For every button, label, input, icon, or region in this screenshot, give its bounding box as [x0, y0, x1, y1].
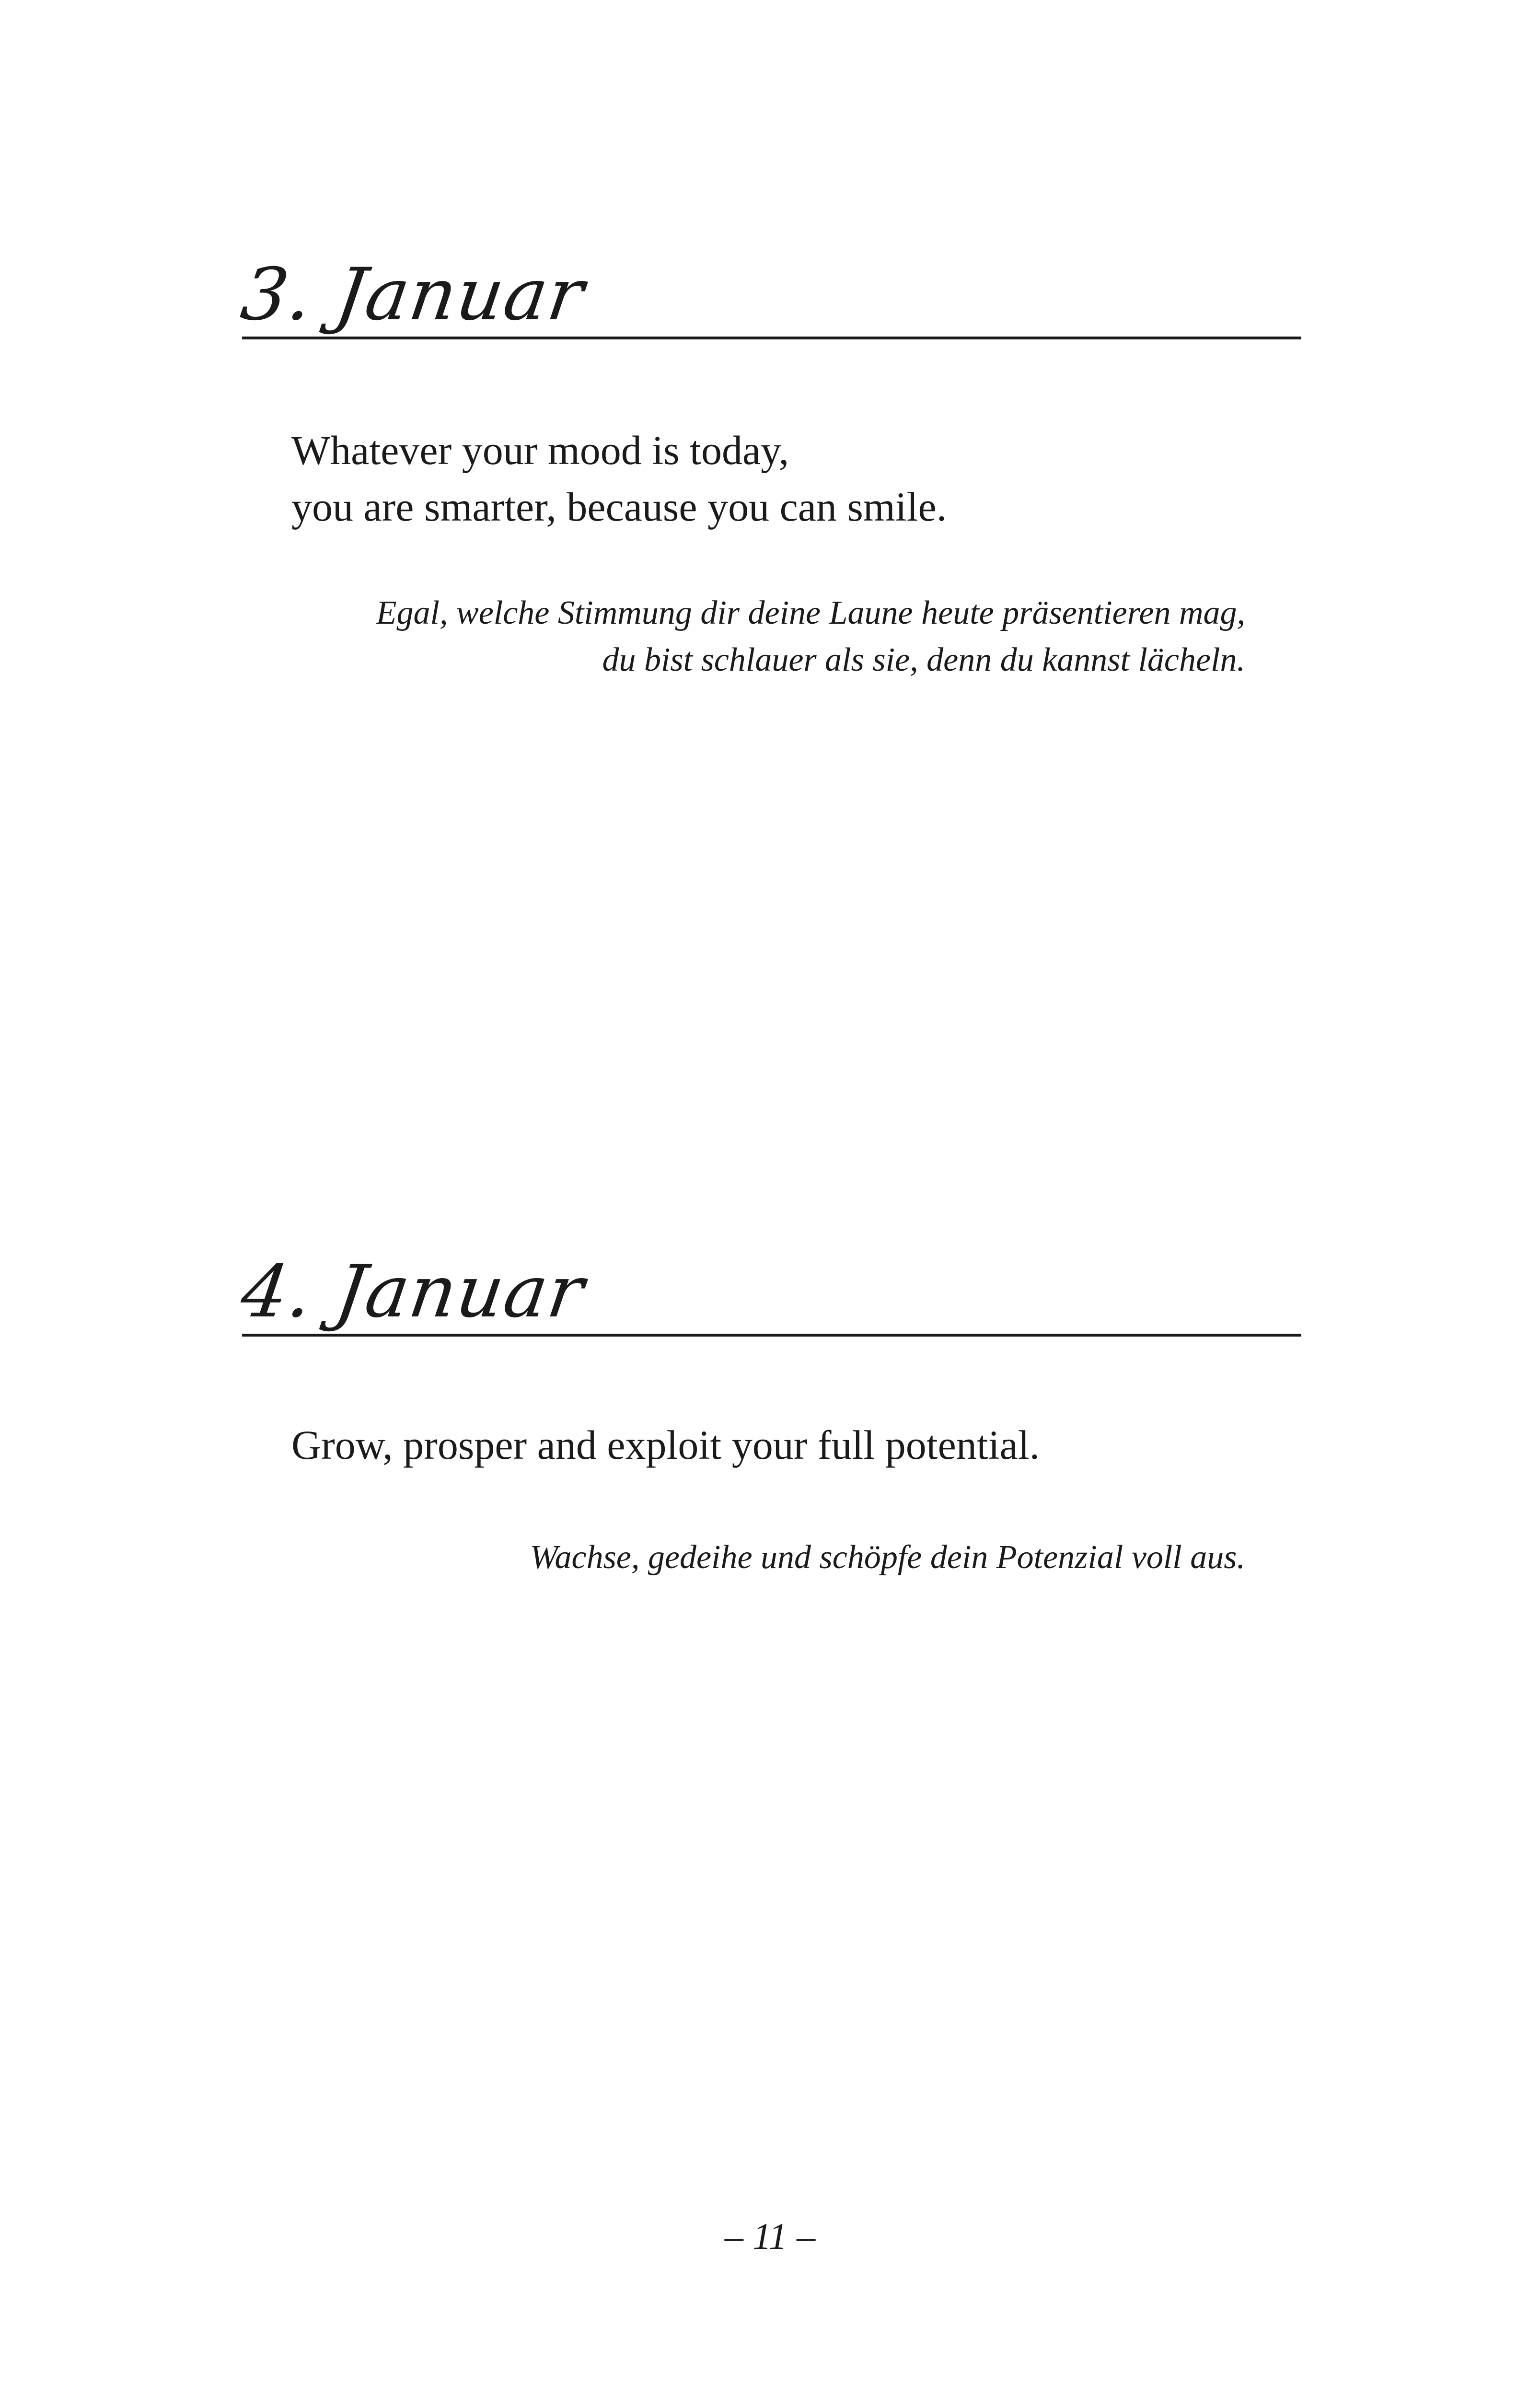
german-translation-line: du bist schlauer als sie, denn du kannst lächeln. [602, 641, 1245, 678]
date-heading-3-januar [236, 253, 1301, 339]
date-heading-text: 3. Januar [236, 253, 590, 337]
english-quote-line: Whatever your mood is today, [291, 427, 789, 473]
german-translation [530, 1534, 1245, 1581]
page-number: – 11 – [724, 2215, 816, 2257]
german-translation [376, 590, 1245, 684]
german-translation-line: Wachse, gedeihe und schöpfe dein Potenzial voll aus. [530, 1539, 1245, 1576]
english-quote [291, 422, 947, 535]
english-quote-line: Grow, prosper and exploit your full potential. [291, 1422, 1040, 1468]
english-quote-line: you are smarter, because you can smile. [291, 484, 947, 530]
date-heading-text: 4. Januar [236, 1250, 590, 1334]
german-translation-line: Egal, welche Stimmung dir deine Laune heute präsentieren mag, [376, 594, 1245, 631]
english-quote [291, 1417, 1040, 1473]
date-heading-4-januar [236, 1250, 1301, 1337]
